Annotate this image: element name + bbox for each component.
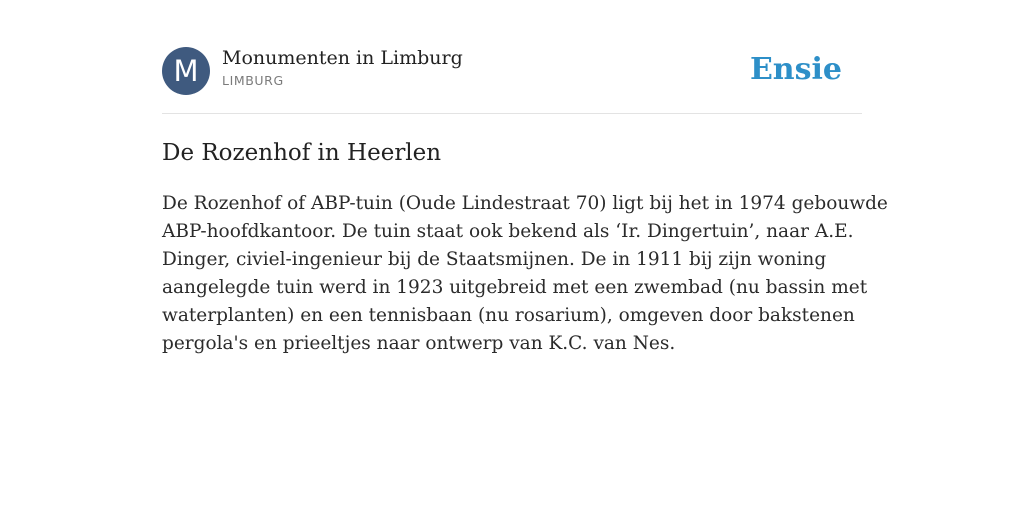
header-divider <box>162 113 862 114</box>
source-meta <box>222 46 463 89</box>
header <box>162 46 862 96</box>
article-body <box>162 190 888 358</box>
page-title: De Rozenhof in Heerlen <box>162 140 442 166</box>
avatar[interactable]: M <box>162 47 210 95</box>
body-line: waterplanten) en een tennisbaan (nu rosarium), omgeven door bakstenen <box>162 305 855 326</box>
body-line: ABP-hoofdkantoor. De tuin staat ook bekend als ‘Ir. Dingertuin’, naar A.E. <box>162 221 854 242</box>
body-line: Dinger, civiel-ingenieur bij de Staatsmijnen. De in 1911 bij zijn woning <box>162 249 827 270</box>
body-line: pergola's en prieeltjes naar ontwerp van K.C. van Nes. <box>162 333 676 354</box>
ensie-logo[interactable]: Ensie <box>749 52 842 87</box>
body-line: De Rozenhof of ABP-tuin (Oude Lindestraat 70) ligt bij het in 1974 gebouwde <box>162 193 888 214</box>
source-title[interactable]: Monumenten in Limburg <box>222 47 463 69</box>
body-line: aangelegde tuin werd in 1923 uitgebreid met een zwembad (nu bassin met <box>162 277 868 298</box>
source-subtitle[interactable]: LIMBURG <box>222 73 284 88</box>
